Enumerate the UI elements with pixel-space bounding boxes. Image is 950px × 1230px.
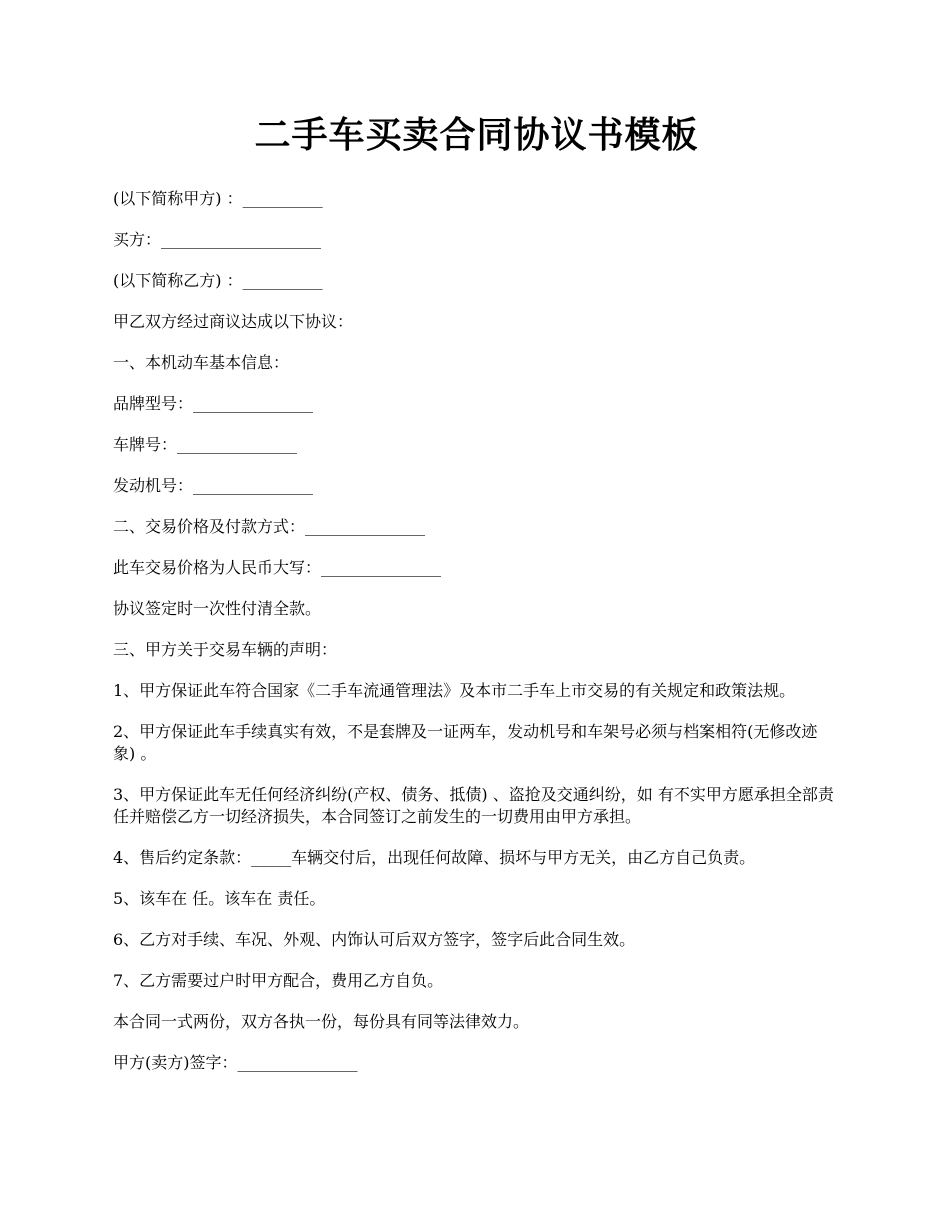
buyer-line: 买方：____________________ (113, 230, 322, 249)
copies-statement: 本合同一式两份，双方各执一份，每份具有同等法律效力。 (113, 1012, 530, 1031)
agreement-intro: 甲乙双方经过商议达成以下协议： (113, 312, 354, 331)
brand-model-field: 品牌型号：_______________ (113, 394, 314, 413)
plate-number-field: 车牌号：_______________ (113, 435, 298, 454)
clause-6: 6、乙方对手续、车况、外观、内饰认可后双方签字，签字后此合同生效。 (113, 930, 636, 949)
buyer-alias-line: (以下简称乙方) ：__________ (113, 271, 323, 290)
engine-number-field: 发动机号：_______________ (113, 476, 314, 495)
section-heading-price-payment: 二、交易价格及付款方式：_______________ (113, 517, 426, 536)
section-heading-seller-declaration: 三、甲方关于交易车辆的声明： (113, 640, 338, 659)
price-uppercase-field: 此车交易价格为人民币大写：_______________ (113, 558, 442, 577)
clause-4: 4、售后约定条款：_____车辆交付后，出现任何故障、损坏与甲方无关，由乙方自己负责。 (113, 848, 756, 867)
clause-5: 5、该车在 任。该车在 责任。 (113, 889, 326, 908)
section-heading-vehicle-info: 一、本机动车基本信息： (113, 353, 290, 372)
clause-1: 1、甲方保证此车符合国家《二手车流通管理法》及本市二手车上市交易的有关规定和政策法规。 (113, 681, 796, 700)
payment-terms: 协议签定时一次性付清全款。 (113, 599, 322, 618)
clause-7: 7、乙方需要过户时甲方配合，费用乙方自负。 (113, 971, 444, 990)
seller-alias-line: (以下简称甲方) ：__________ (113, 189, 323, 208)
clause-3: 3、甲方保证此车无任何经济纠纷(产权、债务、抵债) 、盗抢及交通纠纷，如 有不实甲方愿承担全部责任并赔偿乙方一切经济损失，本合同签订之前发生的一切费用由甲方承担。 (113, 785, 834, 826)
seller-signature-field: 甲方(卖方)签字：_______________ (113, 1053, 358, 1072)
clause-2: 2、甲方保证此车手续真实有效，不是套牌及一证两车，发动机号和车架号必须与档案相符(无修改迹象) 。 (113, 722, 818, 763)
document-title: 二手车买卖合同协议书模板 (254, 115, 699, 156)
